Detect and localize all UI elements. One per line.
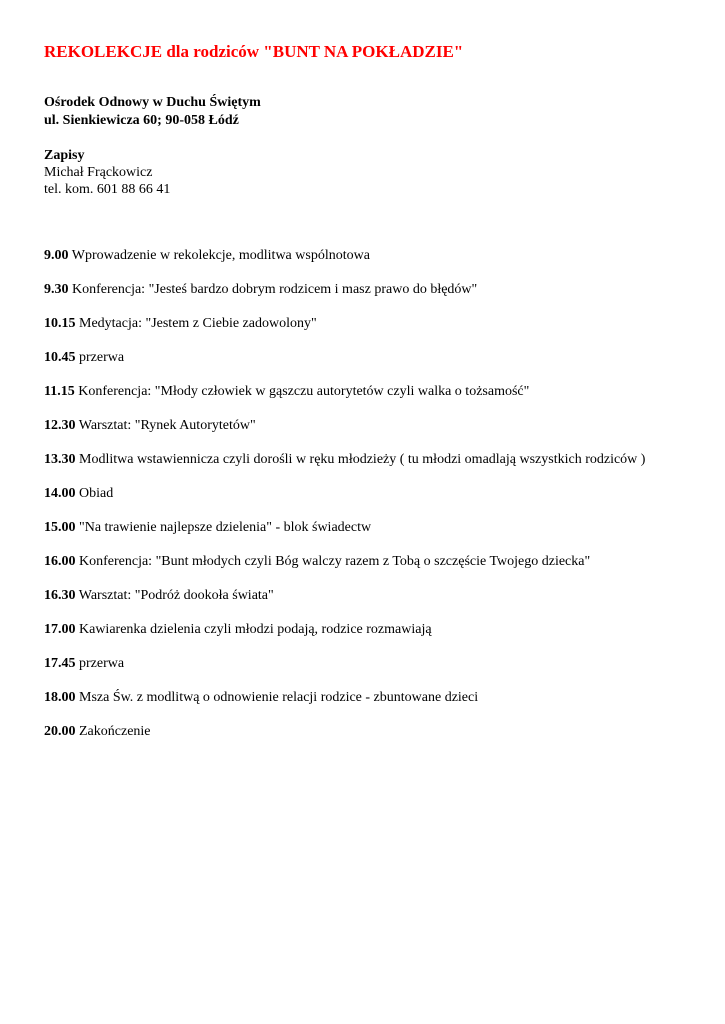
schedule-text: "Na trawienie najlepsze dzielenia" - blok świadectw [75, 520, 372, 535]
schedule-item [44, 383, 714, 417]
schedule-item [44, 655, 714, 689]
registration-heading: Zapisy [44, 148, 85, 163]
schedule-time: 9.30 [44, 282, 69, 297]
schedule-text: przerwa [75, 656, 125, 671]
venue-address [44, 94, 704, 130]
schedule-item [44, 689, 714, 723]
schedule-text: Warsztat: "Podróż dookoła świata" [75, 588, 274, 603]
schedule-time: 12.30 [44, 418, 76, 433]
schedule-item [44, 519, 714, 553]
schedule-item [44, 587, 714, 621]
schedule-time: 15.00 [44, 520, 76, 535]
schedule-time: 18.00 [44, 690, 76, 705]
schedule-item [44, 349, 714, 383]
schedule-time: 17.00 [44, 622, 76, 637]
schedule-list [44, 247, 714, 757]
schedule-time: 11.15 [44, 384, 75, 399]
schedule-text: Modlitwa wstawiennicza czyli dorośli w ręku młodzieży ( tu młodzi omadlają wszystkich rodziców ) [75, 452, 646, 467]
venue-name: Ośrodek Odnowy w Duchu Świętym [44, 95, 261, 110]
schedule-time: 9.00 [44, 248, 69, 263]
schedule-time: 16.30 [44, 588, 76, 603]
schedule-time: 17.45 [44, 656, 76, 671]
schedule-item [44, 553, 714, 587]
schedule-text: przerwa [75, 350, 125, 365]
venue-street: ul. Sienkiewicza 60; 90-058 Łódź [44, 113, 239, 128]
schedule-text: Warsztat: "Rynek Autorytetów" [75, 418, 256, 433]
schedule-text: Wprowadzenie w rekolekcje, modlitwa wspólnotowa [68, 248, 370, 263]
schedule-item [44, 281, 714, 315]
schedule-text: Medytacja: "Jestem z Ciebie zadowolony" [75, 316, 317, 331]
schedule-item [44, 723, 714, 757]
schedule-time: 13.30 [44, 452, 76, 467]
contact-name: Michał Frąckowicz [44, 165, 153, 180]
schedule-text: Zakończenie [75, 724, 151, 739]
schedule-text: Kawiarenka dzielenia czyli młodzi podają, rodzice rozmawiają [75, 622, 432, 637]
schedule-time: 14.00 [44, 486, 76, 501]
schedule-item [44, 247, 714, 281]
document-title: REKOLEKCJE dla rodziców "BUNT NA POKŁADZIE" [44, 42, 464, 61]
contact-phone: tel. kom. 601 88 66 41 [44, 182, 171, 197]
schedule-time: 10.15 [44, 316, 76, 331]
schedule-time: 20.00 [44, 724, 76, 739]
schedule-item [44, 451, 714, 485]
schedule-text: Konferencja: "Jesteś bardzo dobrym rodzicem i masz prawo do błędów" [68, 282, 478, 297]
schedule-text: Konferencja: "Młody człowiek w gąszczu autorytetów czyli walka o tożsamość" [74, 384, 530, 399]
schedule-text: Obiad [75, 486, 114, 501]
schedule-item [44, 417, 714, 451]
schedule-item [44, 485, 714, 519]
registration-contact [44, 147, 704, 198]
schedule-time: 10.45 [44, 350, 76, 365]
schedule-text: Msza Św. z modlitwą o odnowienie relacji rodzice - zbuntowane dzieci [75, 690, 479, 705]
document-page [44, 40, 704, 198]
schedule-text: Konferencja: "Bunt młodych czyli Bóg walczy razem z Tobą o szczęście Twojego dziecka" [75, 554, 591, 569]
schedule-item [44, 315, 714, 349]
schedule-time: 16.00 [44, 554, 76, 569]
schedule-item [44, 621, 714, 655]
